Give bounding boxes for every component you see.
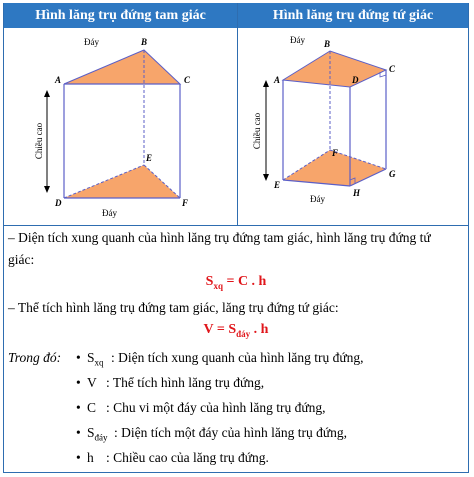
vertex-E: E — [274, 180, 281, 190]
lateral-area-formula — [3, 274, 469, 291]
formula-symbol: S — [205, 274, 214, 289]
formula-subscript: xq — [213, 280, 223, 291]
height-label: Chiều cao — [34, 122, 44, 160]
quadrilateral-prism-figure — [238, 28, 468, 225]
description: : Chiều cao của lăng trụ đứng. — [106, 450, 269, 465]
bullet-icon: • — [76, 425, 81, 440]
top-base-face — [283, 51, 386, 87]
top-base-face — [64, 50, 180, 84]
vertex-E: E — [146, 153, 153, 163]
symbol: C — [87, 400, 97, 415]
vertex-F: F — [182, 198, 189, 208]
bullet-icon: • — [76, 450, 81, 465]
legend-item-sday — [76, 425, 348, 443]
description: : Chu vi một đáy của hình lăng trụ đứng, — [106, 400, 326, 415]
formula-rest: = C . h — [222, 274, 267, 289]
symbol: V — [87, 375, 97, 390]
description: : Diện tích một đáy của hình lăng trụ đứng, — [114, 425, 348, 440]
header-left-title: Hình lăng trụ đứng tam giác — [4, 3, 237, 28]
legend-item-v — [76, 375, 265, 391]
top-face-label: Đáy — [290, 35, 305, 45]
vertex-C: C — [389, 64, 396, 74]
formula-subscript: đáy — [236, 328, 251, 339]
arrow-up-icon — [263, 80, 269, 87]
bullet-icon: • — [76, 350, 81, 365]
arrow-up-icon — [44, 90, 50, 97]
vertex-G: G — [389, 169, 396, 179]
symbol: h — [87, 450, 94, 465]
formula-rest: . h — [250, 322, 269, 337]
bottom-face-label: Đáy — [310, 194, 325, 204]
vertex-A: A — [274, 75, 281, 85]
bullet-icon: • — [76, 375, 81, 390]
volume-formula — [3, 322, 469, 339]
vertex-F: F — [332, 148, 339, 158]
top-face-label: Đáy — [84, 37, 99, 47]
bottom-base-face — [64, 165, 180, 198]
bullet-icon: • — [76, 400, 81, 415]
volume-description: – Thể tích hình lăng trụ đứng tam giác, lăng trụ đứng tứ giác: — [8, 300, 339, 315]
vertex-D: D — [352, 75, 359, 85]
legend-item-sxq — [76, 350, 364, 368]
height-label: Chiều cao — [252, 112, 262, 150]
area-description-line2: giác: — [8, 252, 35, 267]
vertex-C: C — [184, 75, 191, 85]
description: : Thể tích hình lăng trụ đứng, — [106, 375, 265, 390]
where-label: Trong đó: — [8, 350, 62, 365]
formula-symbol: V = S — [203, 322, 237, 337]
vertex-H: H — [353, 188, 361, 198]
vertex-D: D — [55, 198, 62, 208]
bottom-face-label: Đáy — [102, 208, 117, 218]
vertex-B: B — [324, 39, 331, 49]
legend-item-h — [76, 450, 269, 466]
symbol: $S_{xq}$ — [87, 350, 104, 368]
header-right-title: Hình lăng trụ đứng tứ giác — [238, 3, 468, 28]
legend-item-c — [76, 400, 326, 416]
vertex-B: B — [141, 37, 148, 47]
triangular-prism-figure — [4, 28, 237, 225]
section-divider — [3, 225, 469, 226]
arrow-down-icon — [263, 174, 269, 181]
arrow-down-icon — [44, 186, 50, 193]
description: : Diện tích xung quanh của hình lăng trụ đứng, — [111, 350, 364, 365]
area-description-line1: – Diện tích xung quanh của hình lăng trụ đứng tam giác, hình lăng trụ đứng tứ — [8, 230, 431, 245]
vertex-A: A — [55, 75, 62, 85]
symbol: $S_{đáy}$ — [87, 425, 108, 443]
